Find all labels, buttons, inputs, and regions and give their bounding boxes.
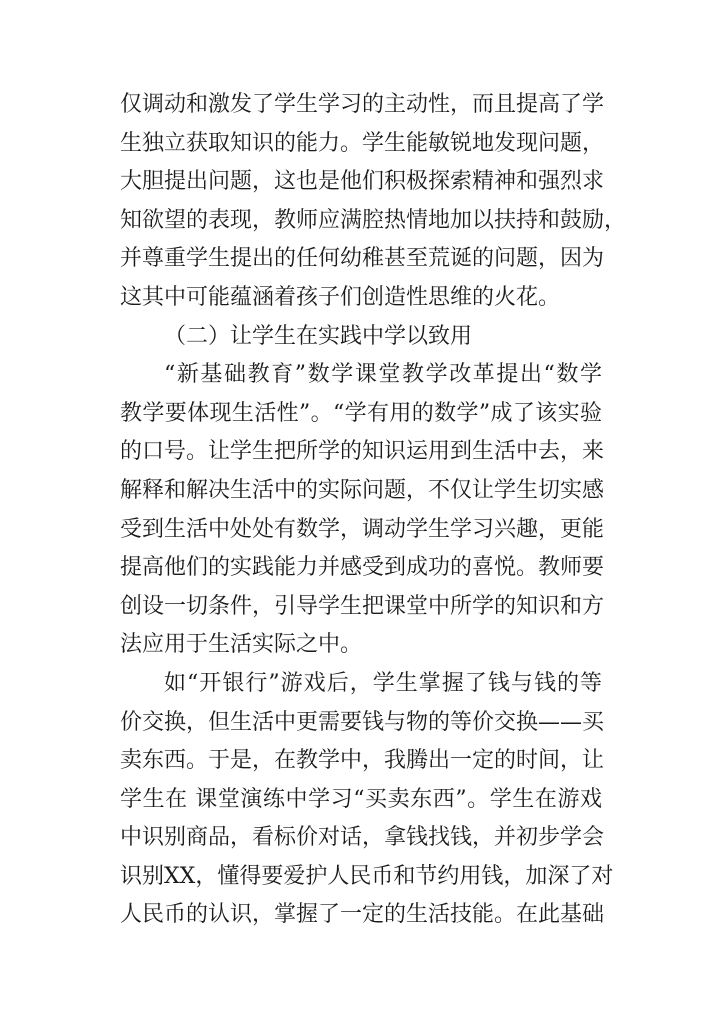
text-line: 的口号。让学生把所学的知识运用到生活中去，来 xyxy=(120,439,605,465)
text-line: 人民币的认识，掌握了一定的生活技能。在此基础 xyxy=(120,902,605,928)
text-line: 并尊重学生提出的任何幼稚甚至荒诞的问题，因为 xyxy=(120,246,605,272)
text-line: 这其中可能蕴涵着孩子们创造性思维的火花。 xyxy=(120,284,561,310)
body-text xyxy=(120,86,627,935)
text-line: 提高他们的实践能力并感受到成功的喜悦。教师要 xyxy=(120,555,605,581)
text-line: 大胆提出问题，这也是他们积极探索精神和强烈求 xyxy=(120,169,605,195)
paragraph-first-line: “新基础教育”数学课堂教学改革提出“数学 xyxy=(164,362,602,388)
text-line: 卖东西。于是，在教学中，我腾出一定的时间，让 xyxy=(120,748,605,774)
text-line: 价交换，但生活中更需要钱与物的等价交换——买 xyxy=(120,709,605,735)
text-line: 法应用于生活实际之中。 xyxy=(120,632,363,658)
text-line: 中识别商品，看标价对话，拿钱找钱，并初步学会 xyxy=(120,825,605,851)
section-heading: （二）让学生在实践中学以致用 xyxy=(164,323,473,349)
paragraph-first-line: 如“开银行”游戏后，学生掌握了钱与钱的等 xyxy=(164,670,602,696)
text-line: 学生在 课堂演练中学习“买卖东西”。学生在游戏 xyxy=(120,786,602,812)
text-line: 识别XX，懂得要爱护人民币和节约用钱，加深了对 xyxy=(120,863,614,889)
text-line: 仅调动和激发了学生学习的主动性，而且提高了学 xyxy=(120,92,605,117)
text-line: 教学要体现生活性”。“学有用的数学”成了该实验 xyxy=(120,400,602,426)
text-line: 解释和解决生活中的实际问题，不仅让学生切实感 xyxy=(120,477,605,503)
text-line: 创设一切条件，引导学生把课堂中所学的知识和方 xyxy=(120,593,605,619)
text-line: 知欲望的表现，教师应满腔热情地加以扶持和鼓励， xyxy=(120,207,627,233)
text-line: 受到生活中处处有数学，调动学生学习兴趣，更能 xyxy=(120,516,605,542)
text-line: 生独立获取知识的能力。学生能敏锐地发现问题， xyxy=(120,130,605,156)
